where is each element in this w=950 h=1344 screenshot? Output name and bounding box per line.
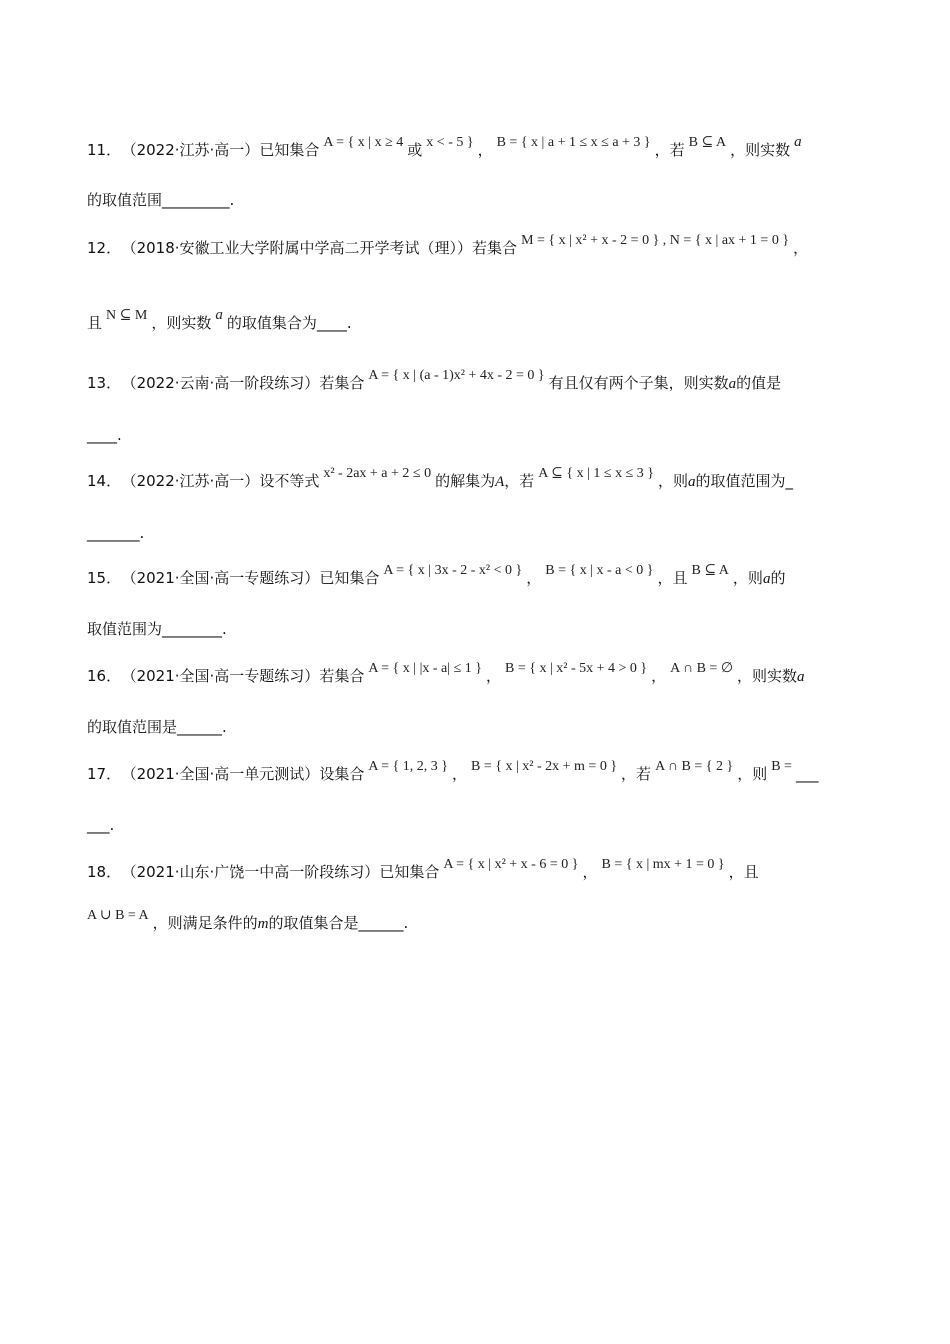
text: 的取值集合为____. [226,314,352,332]
problem-12-line-2 [87,307,867,336]
math-formula: A ∩ B = ∅ [670,661,734,676]
text: ，则实数 [737,667,798,685]
text: ，若 [654,141,685,159]
math-formula: B = { x | x² - 2x + m = 0 } [471,759,618,774]
text: 若集合 [319,667,365,685]
math-formula: A = { x | (a - 1)x² + 4x - 2 = 0 } [368,368,545,383]
text: 设集合 [319,765,365,783]
problem-number: 12． [87,239,122,257]
problem-source: （2022·江苏·高一） [129,141,260,159]
problem-source: （2022·云南·高一阶段练习） [129,374,320,392]
math-formula: B = { x | x² - 5x + 4 > 0 } [504,661,648,676]
math-variable: a [688,474,696,490]
problem-11-line-1 [87,134,867,163]
text: ， [485,667,501,685]
math-formula: A = { x | x² + x - 6 = 0 } [443,857,579,872]
problem-source: （2022·江苏·高一） [129,472,260,490]
math-formula: A ⊆ { x | 1 ≤ x ≤ 3 } [538,466,654,481]
text: 的取值集合是______. [268,914,409,932]
math-variable: a [797,669,805,685]
problem-source: （2018·安徽工业大学附属中学高二开学考试（理）） [129,239,473,257]
math-formula: x < - 5 } [426,135,474,150]
problem-number: 17． [87,765,122,783]
problem-12-line-1 [87,233,867,261]
text: ，则满足条件的 [152,914,258,932]
text: ___ [795,765,819,783]
problem-13-line-2: ____. [87,426,122,444]
text: 设不等式 [259,472,320,490]
math-variable: a [728,376,737,392]
text: ，则实数 [151,314,212,332]
text: 若集合 [319,374,365,392]
problem-number: 11． [87,141,122,159]
math-formula: B ⊆ A [688,135,727,150]
problem-15-line-2: 取值范围为________. [87,620,227,638]
problem-number: 13． [87,374,122,392]
math-formula: N ⊆ M [106,308,148,323]
math-formula: A = { x | |x - a| ≤ 1 } [368,661,482,676]
math-variable: m [257,916,269,932]
math-formula: A ∩ B = { 2 } [655,759,734,774]
problem-14-line-2: _______. [87,524,145,542]
math-formula: x² - 2ax + a + 2 ≤ 0 [323,466,432,481]
problem-number: 18． [87,863,122,881]
math-formula: M = { x | x² + x - 2 = 0 } , N = { x | ax + 1 = 0 } [521,233,790,248]
problem-13-line-1 [87,368,867,396]
math-formula: B = { x | x - a < 0 } [545,563,654,578]
text: 若集合 [472,239,518,257]
text: ，则 [737,765,768,783]
math-variable: A [495,474,505,490]
problem-16-line-1 [87,661,867,689]
text: ，则 [657,472,688,490]
problem-source: （2021·全国·高一专题练习） [129,667,320,685]
text: 的 [770,569,786,587]
problem-number: 15． [87,569,122,587]
problem-18-line-2 [87,908,867,936]
text: ， [526,569,542,587]
text: ， [582,863,598,881]
problem-16-line-2: 的取值范围是______. [87,718,227,736]
math-variable: a [215,307,223,323]
problem-15-line-1 [87,563,867,591]
problem-14-line-1 [87,466,867,494]
math-formula: A = { x | 3x - 2 - x² < 0 } [383,563,523,578]
text: 或 [407,141,423,159]
text: 的取值范围为_ [695,472,794,490]
text: ，且 [728,863,759,881]
text: 已知集合 [319,569,380,587]
text: 已知集合 [259,141,320,159]
math-formula: B = [771,759,792,774]
text: 的值是 [736,374,782,392]
text: ，且 [657,569,688,587]
text: ，则实数 [730,141,791,159]
problem-17-line-2: ___. [87,816,115,834]
text: 已知集合 [379,863,440,881]
text: ， [477,141,493,159]
problem-source: （2021·山东·广饶一中高一阶段练习） [129,863,380,881]
math-variable: a [762,571,771,587]
problem-18-line-1 [87,857,867,885]
problem-source: （2021·全国·高一单元测试） [129,765,320,783]
math-formula: B ⊆ A [691,563,729,578]
math-formula: A = { x | x ≥ 4 [323,135,404,150]
text: ， [651,667,667,685]
text: ，若 [504,472,535,490]
text: ， [793,239,809,257]
text: ， [452,765,468,783]
problem-number: 16． [87,667,122,685]
text: ，若 [621,765,652,783]
text: 有且仅有两个子集，则实数 [548,374,729,392]
text: ，则 [732,569,763,587]
problem-number: 14． [87,472,122,490]
problem-11-line-2: 的取值范围_________. [87,191,235,209]
math-formula: A ∪ B = A [87,908,149,923]
problem-17-line-1 [87,759,867,787]
math-formula: B = { x | mx + 1 = 0 } [601,857,725,872]
math-formula: B = { x | a + 1 ≤ x ≤ a + 3 } [496,135,651,150]
math-variable: a [794,134,802,150]
math-formula: A = { 1, 2, 3 } [368,759,449,774]
problem-source: （2021·全国·高一专题练习） [129,569,320,587]
text: 且 [87,314,103,332]
text: 的解集为 [435,472,496,490]
